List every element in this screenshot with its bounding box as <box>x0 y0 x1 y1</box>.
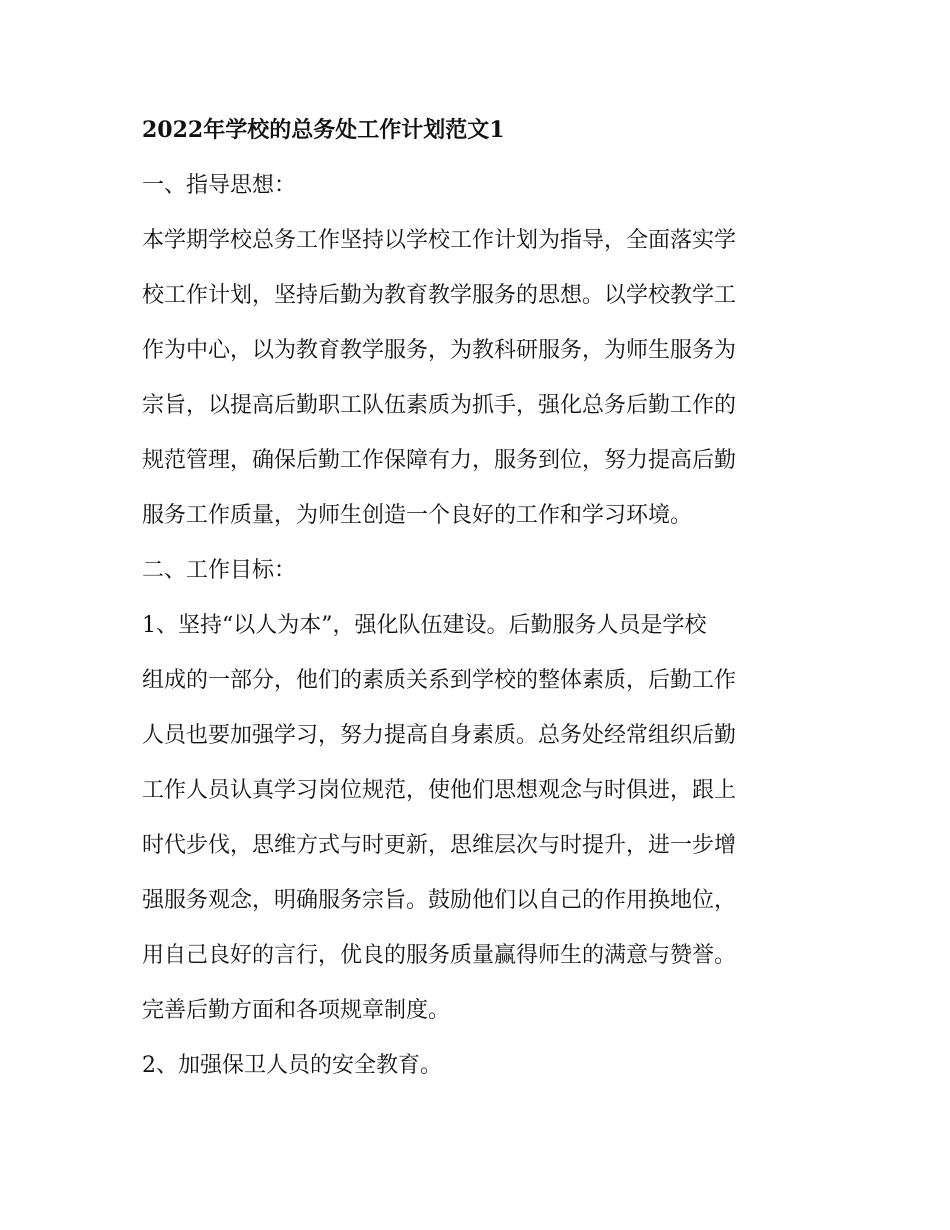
paragraph-line: 规范管理，确保后勤工作保障有力，服务到位，努力提高后勤 <box>142 448 737 473</box>
paragraph-line: 用自己良好的言行，优良的服务质量赢得师生的满意与赞誉。 <box>142 943 737 968</box>
document-title: 2022年学校的总务处工作计划范文1 <box>142 117 505 143</box>
paragraph-line: 宗旨，以提高后勤职工队伍素质为抓手，强化总务后勤工作的 <box>142 393 737 418</box>
section-heading-guiding-thought: 一、指导思想： <box>142 173 297 198</box>
paragraph-line: 1、坚持“以人为本”，强化队伍建设。后勤服务人员是学校 <box>142 613 707 638</box>
paragraph-line: 组成的一部分，他们的素质关系到学校的整体素质，后勤工作 <box>142 668 737 693</box>
goal-item-2: 2、加强保卫人员的安全教育。 <box>142 1053 442 1078</box>
paragraph-line: 校工作计划，坚持后勤为教育教学服务的思想。以学校教学工 <box>142 283 737 308</box>
paragraph-line: 本学期学校总务工作坚持以学校工作计划为指导，全面落实学 <box>142 228 737 253</box>
paragraph-line: 工作人员认真学习岗位规范，使他们思想观念与时俱进，跟上 <box>142 778 737 803</box>
paragraph-line: 人员也要加强学习，努力提高自身素质。总务处经常组织后勤 <box>142 723 737 748</box>
paragraph-goal-item-1 <box>142 603 822 1033</box>
paragraph-line: 完善后勤方面和各项规章制度。 <box>142 998 451 1023</box>
document-body <box>142 108 822 1088</box>
section-heading-work-goals: 二、工作目标： <box>142 558 297 583</box>
paragraph-guiding-thought <box>142 218 822 538</box>
paragraph-line: 时代步伐，思维方式与时更新，思维层次与时提升，进一步增 <box>142 833 737 858</box>
paragraph-line: 强服务观念，明确服务宗旨。鼓励他们以自己的作用换地位， <box>142 888 737 913</box>
paragraph-line: 作为中心，以为教育教学服务，为教科研服务，为师生服务为 <box>142 338 737 363</box>
paragraph-line: 服务工作质量，为师生创造一个良好的工作和学习环境。 <box>142 503 693 528</box>
